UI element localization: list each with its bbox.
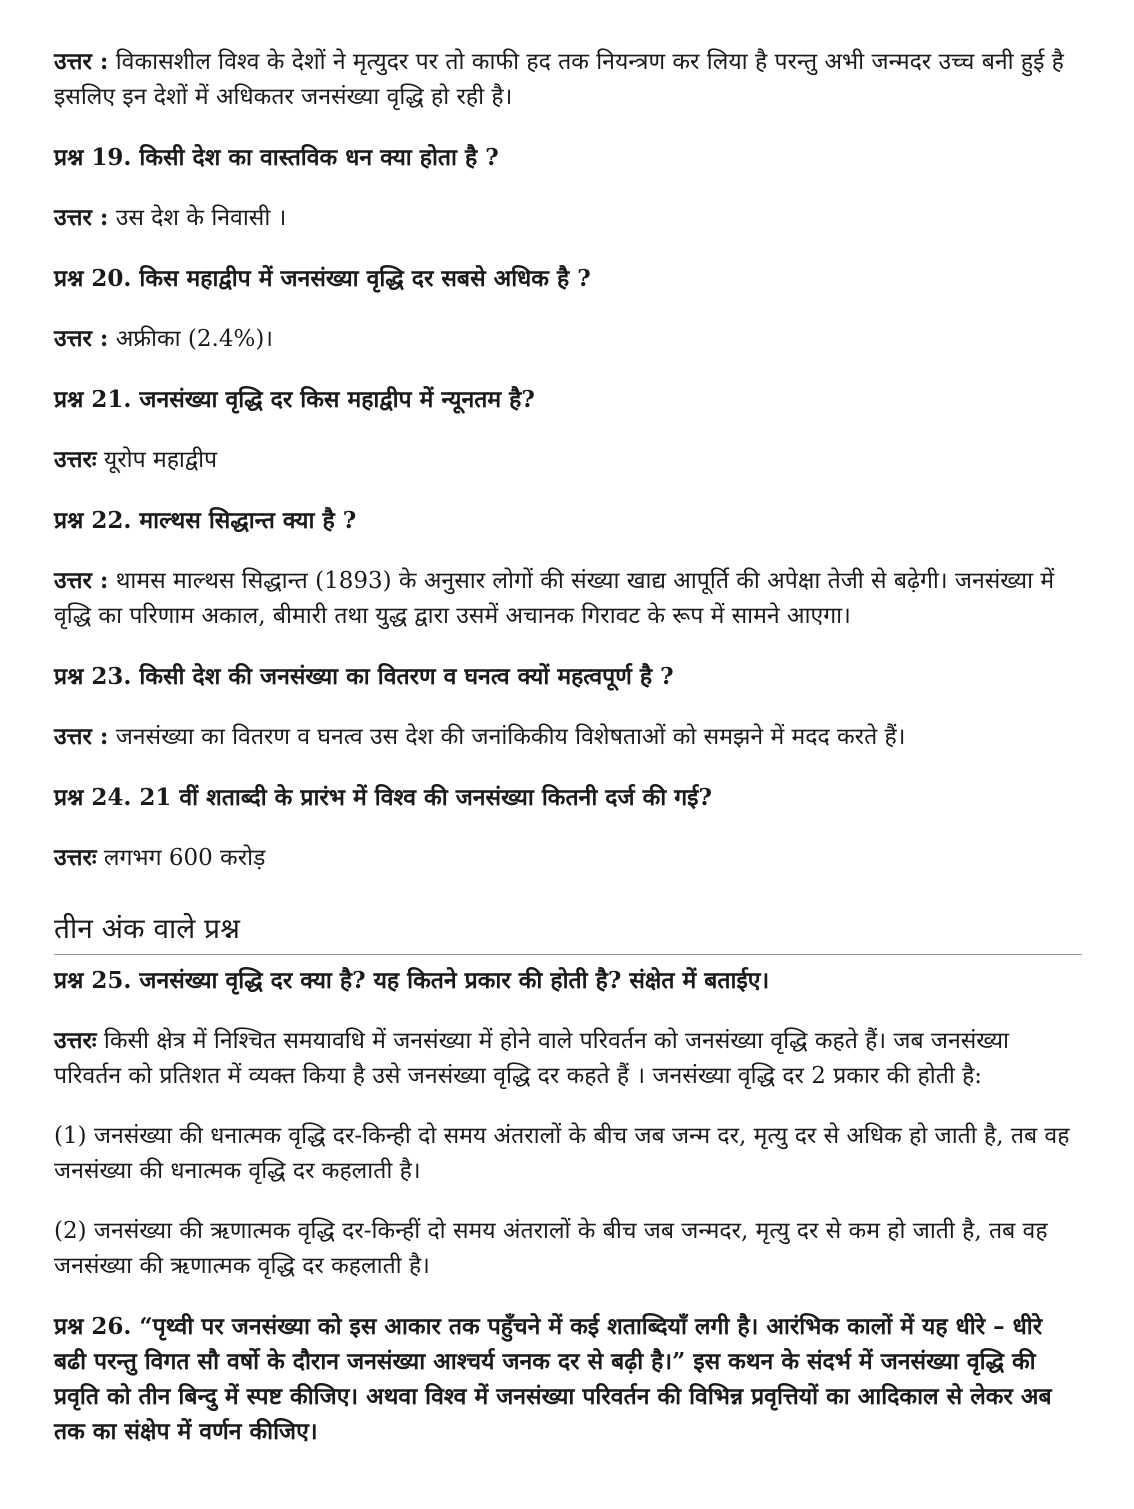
section-divider: [54, 954, 1082, 955]
answer-19: [54, 200, 1082, 236]
answer-label: उत्तरः: [54, 1027, 97, 1054]
question-23: प्रश्न 23. किसी देश की जनसंख्या का वितरण व घनत्व क्यों महत्वपूर्ण है ?: [54, 663, 674, 690]
answer-label: उत्तरः: [54, 446, 97, 473]
answer-20: [54, 321, 1082, 357]
question-24: प्रश्न 24. 21 वीं शताब्दी के प्रारंभ में विश्व की जनसंख्या कितनी दर्ज की गई?: [54, 784, 712, 811]
answer-text: किसी क्षेत्र में निश्चित समयावधि में जनसंख्या में होने वाले परिवर्तन को जनसंख्या वृद्धि कहते हैं। जब जनसंख्या परिवर्तन को प्रतिशत में व्यक्त किया है उसे जनसंख्या वृद्धि दर कहते हैं । जनसंख्या वृद्धि दर 2 प्रकार की होती है:: [54, 1028, 1010, 1089]
answer-label: उत्तरः: [54, 844, 97, 871]
question-22: प्रश्न 22. माल्थस सिद्धान्त क्या है ?: [54, 507, 357, 534]
answer-label: उत्तर :: [54, 204, 109, 231]
answer-text: थामस माल्थस सिद्धान्त (1893) के अनुसार लोगों की संख्या खाद्य आपूर्ति की अपेक्षा तेजी से बढ़ेगी। जनसंख्या में वृद्धि का परिणाम अकाल, बीमारी तथा युद्ध द्वारा उसमें अचानक गिरावट के रूप में सामने आएगा।: [54, 568, 1055, 629]
question-25: प्रश्न 25. जनसंख्या वृद्धि दर क्या है? यह कितने प्रकार की होती है? संक्षेत में बताईए।: [54, 967, 770, 994]
answer-text: जनसंख्या का वितरण व घनत्व उस देश की जनांकिकीय विशेषताओं को समझने में मदद करते हैं।: [115, 724, 906, 750]
answer-label: उत्तर :: [54, 567, 109, 594]
answer-text: विकासशील विश्व के देशों ने मृत्युदर पर तो काफी हद तक नियन्त्रण कर लिया है परन्तु अभी जन्मदर उच्च बनी हुई है इसलिए इन देशों में अधिकतर जनसंख्या वृद्धि हो रही है।: [54, 49, 1064, 110]
answer-25-point-1: (1) जनसंख्या की धनात्मक वृद्धि दर-किन्ही दो समय अंतरालों के बीच जब जन्म दर, मृत्यु दर से अधिक हो जाती है, तब वह जनसंख्या की धनात्मक वृद्धि दर कहलाती है।: [54, 1123, 1070, 1184]
answer-25: [54, 1023, 1082, 1094]
answer-21: [54, 442, 1082, 478]
answer-text: उस देश के निवासी ।: [115, 205, 287, 231]
answer-25-point-2: (2) जनसंख्या की ऋणात्मक वृद्धि दर-किन्हीं दो समय अंतरालों के बीच जब जन्मदर, मृत्यु दर से कम हो जाती है, तब वह जनसंख्या की ऋणात्मक वृद्धि दर कहलाती है।: [54, 1218, 1048, 1279]
question-21: प्रश्न 21. जनसंख्या वृद्धि दर किस महाद्वीप में न्यूनतम है?: [54, 386, 535, 413]
answer-24: [54, 840, 1082, 876]
answer-label: उत्तर :: [54, 48, 109, 75]
question-20: प्रश्न 20. किस महाद्वीप में जनसंख्या वृद्धि दर सबसे अधिक है ?: [54, 265, 591, 292]
question-26: प्रश्न 26. “पृथ्वी पर जनसंख्या को इस आकार तक पहुँचने में कई शताब्दियाँ लगी है। आरंभिक कालों में यह धीरे – धीरे बढी परन्तु विगत सौ वर्षो के दौरान जनसंख्या आश्चर्य जनक दर से बढ़ी है।” इस कथन के संदर्भ में जनसंख्या वृद्धि की प्रवृति को तीन बिन्दु में स्पष्ट कीजिए। अथवा विश्व में जनसंख्या परिवर्तन की विभिन्न प्रवृत्तियों का आदिकाल से लेकर अब तक का संक्षेप में वर्णन कीजिए।: [54, 1313, 1052, 1445]
question-19: प्रश्न 19. किसी देश का वास्तविक धन क्या होता है ?: [54, 144, 499, 171]
answer-label: उत्तर :: [54, 325, 109, 352]
answer-22: [54, 563, 1082, 634]
answer-text: लगभग 600 करोड़: [103, 845, 266, 871]
answer-23: [54, 719, 1082, 755]
section-heading: तीन अंक वाले प्रश्न: [54, 912, 240, 945]
answer-text: अफ्रीका (2.4%)।: [115, 326, 274, 352]
answer-label: उत्तर :: [54, 723, 109, 750]
answer-18: [54, 44, 1082, 115]
answer-text: यूरोप महाद्वीप: [103, 447, 218, 473]
